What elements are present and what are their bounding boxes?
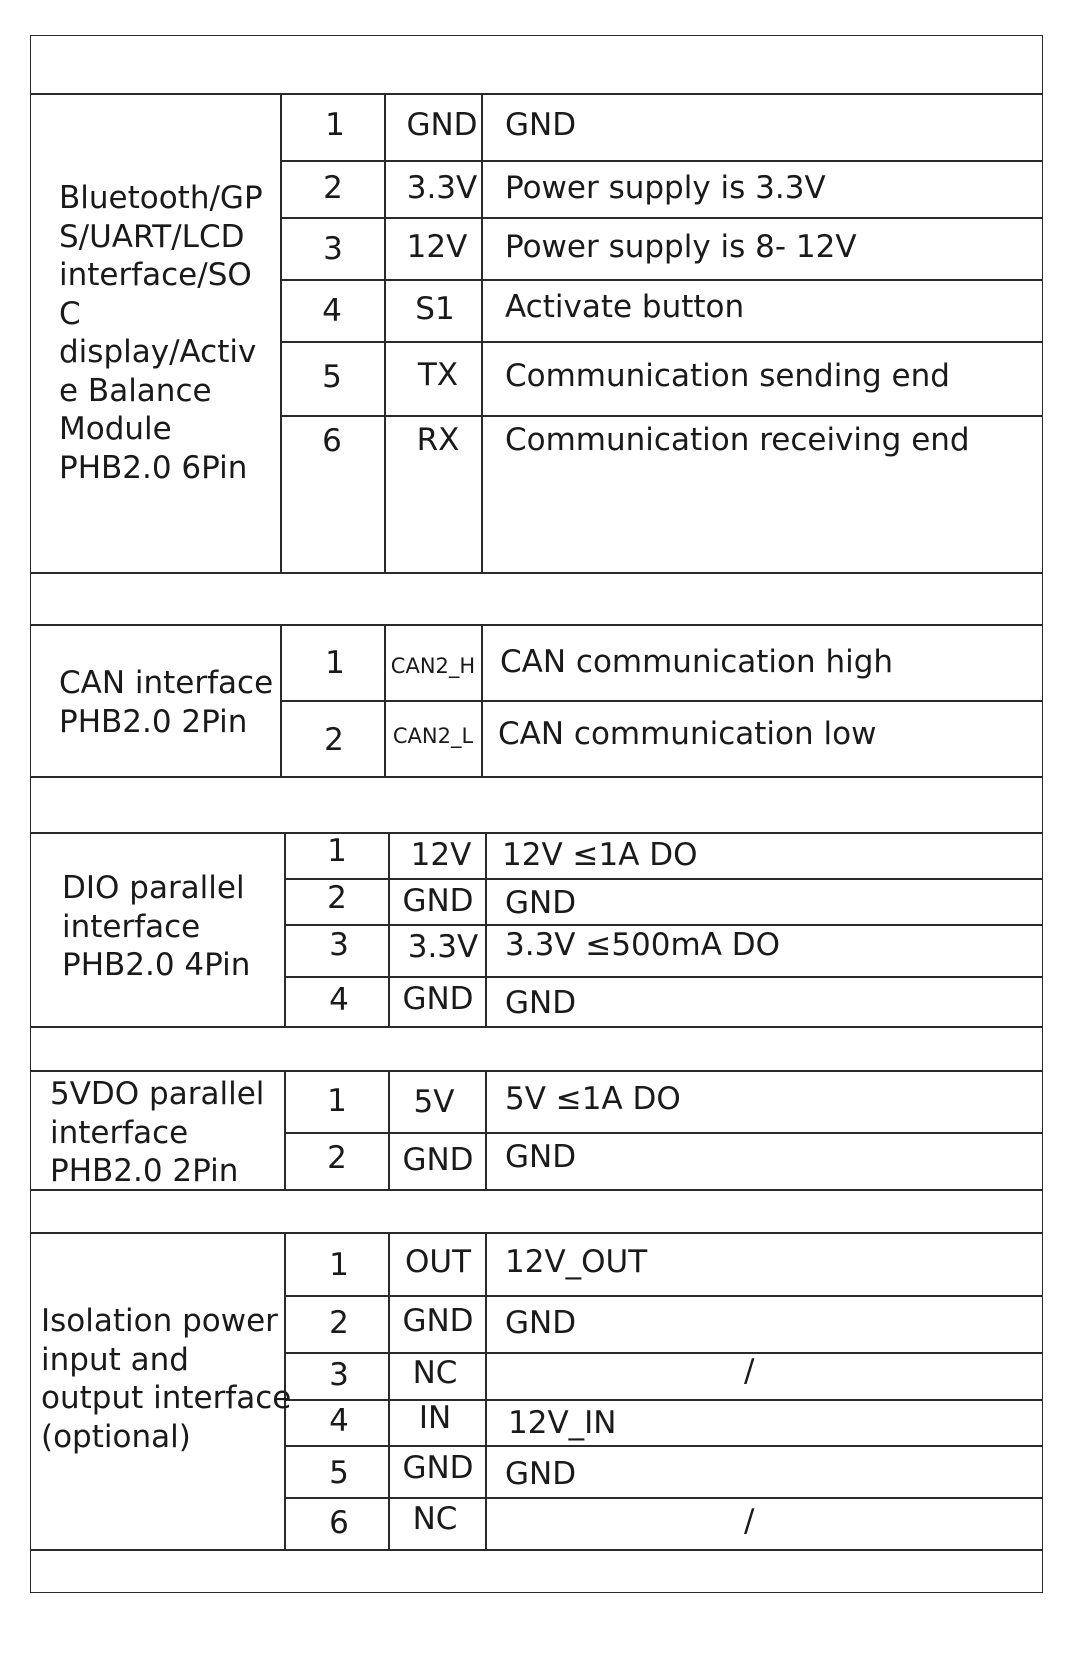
pin-description: CAN communication high [500,644,894,680]
section-label: Bluetooth/GP S/UART/LCD interface/SO C display/Activ e Balance Module PHB2.0 6Pin [59,180,263,486]
divider [31,572,1042,574]
divider [280,93,282,573]
signal-name: OUT [404,1244,472,1280]
pin-number: 2 [327,880,347,916]
pin-description: 12V_IN [508,1405,617,1441]
signal-name: S1 [415,291,455,327]
signal-name: RX [416,422,460,458]
signal-name: GND [402,883,474,919]
divider [281,217,1042,219]
divider [284,976,1042,978]
pin-description: GND [505,885,577,921]
pin-number: 5 [329,1455,349,1491]
signal-name: IN [418,1400,452,1436]
divider [284,832,286,1027]
pin-number: 2 [327,1140,347,1176]
divider [284,878,1042,880]
pin-number: 4 [329,982,349,1018]
signal-name: 12V [406,229,468,265]
divider [31,1232,1042,1234]
pin-description: 12V ≤1A DO [502,837,698,873]
signal-name: NC [412,1501,458,1537]
section-label: 5VDO parallel interface PHB2.0 2Pin [50,1076,265,1189]
divider [31,1070,1042,1072]
pin-number: 3 [323,231,343,267]
pin-description: GND [505,1305,577,1341]
divider [284,1295,1042,1297]
signal-name: GND [402,981,474,1017]
pin-number: 4 [322,293,342,329]
divider [384,93,386,573]
pin-description: GND [505,985,577,1021]
pin-description: Power supply is 8- 12V [505,229,857,265]
divider [31,776,1042,778]
pin-description: Power supply is 3.3V [505,170,826,206]
divider [31,93,1042,95]
pin-description: Communication receiving end [505,422,970,458]
pin-description: 3.3V ≤500mA DO [505,927,781,963]
divider [31,624,1042,626]
pin-description: 12V_OUT [505,1244,648,1280]
pin-number: 6 [322,423,342,459]
pin-number: 1 [327,1083,347,1119]
pin-number: 2 [329,1305,349,1341]
divider [31,832,1042,834]
pin-number: 2 [324,722,344,758]
pin-description: / [744,1353,755,1389]
divider [284,1352,1042,1354]
divider [281,160,1042,162]
divider [481,93,483,573]
signal-name: GND [402,1142,474,1178]
pin-number: 1 [325,645,345,681]
signal-name: 3.3V [406,170,478,206]
divider [284,924,1042,926]
signal-name: GND [402,1450,474,1486]
section-label: DIO parallel interface PHB2.0 4Pin [62,870,251,983]
signal-name: 12V [410,837,472,873]
divider [284,1070,286,1190]
pin-number: 1 [325,107,345,143]
pin-number: 3 [329,1357,349,1393]
divider [31,1549,1042,1551]
pin-number: 3 [329,927,349,963]
section-label: CAN interface PHB2.0 2Pin [59,665,274,740]
signal-name: CAN2_L [392,724,474,748]
signal-name: GND [406,107,478,143]
divider [481,624,483,777]
pin-description: 5V ≤1A DO [505,1081,681,1117]
pin-number: 1 [329,1247,349,1283]
signal-name: TX [417,357,459,393]
pin-number: 5 [322,359,342,395]
pin-description: GND [505,1139,577,1175]
pin-description: CAN communication low [498,716,877,752]
divider [284,1132,1042,1134]
divider [280,624,282,777]
pin-number: 2 [323,170,343,206]
signal-name: CAN2_H [390,654,476,678]
signal-name: GND [402,1303,474,1339]
signal-name: 5V [413,1084,455,1120]
divider [384,624,386,777]
pin-number: 6 [329,1505,349,1541]
divider [31,1026,1042,1028]
divider [281,341,1042,343]
divider [284,1497,1042,1499]
divider [284,1445,1042,1447]
divider [281,415,1042,417]
pin-description: GND [505,107,577,143]
section-label: Isolation power input and output interface (optional) [41,1303,292,1455]
pin-description: Activate button [505,289,745,325]
pin-number: 4 [329,1403,349,1439]
pin-description: Communication sending end [505,358,950,394]
pin-description: GND [505,1456,577,1492]
divider [281,279,1042,281]
signal-name: NC [412,1355,458,1391]
signal-name: 3.3V [407,929,479,965]
divider [281,700,1042,702]
pin-number: 1 [327,833,347,869]
pin-description: / [744,1503,755,1539]
